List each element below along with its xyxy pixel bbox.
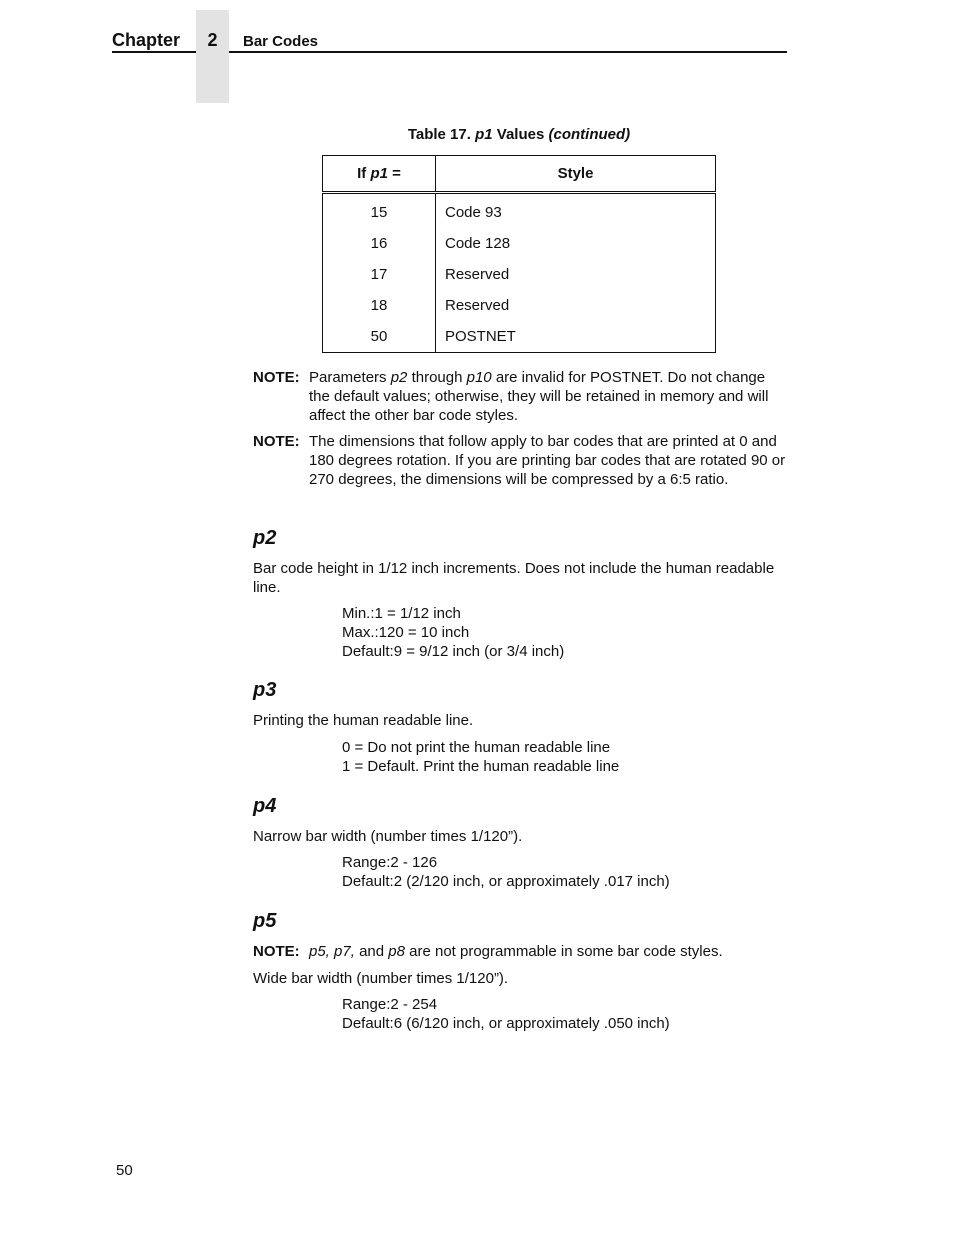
header-if-text: If — [357, 165, 367, 182]
chapter-number: 2 — [207, 30, 218, 50]
p5-range: Range:2 - 254 — [342, 996, 438, 1013]
table-caption — [322, 126, 716, 143]
p2-values — [342, 604, 564, 661]
p2-max: Max.:120 = 10 inch — [342, 624, 470, 641]
note-p5 — [253, 942, 788, 961]
header-rule-right — [229, 51, 787, 53]
table-row — [323, 321, 716, 353]
note-label: NOTE: — [253, 943, 300, 960]
page-number: 50 — [116, 1162, 133, 1179]
p3-description: Printing the human readable line. — [253, 712, 474, 729]
row-style: Reserved — [445, 297, 510, 314]
caption-mid: Values — [496, 126, 545, 143]
row-value: 15 — [323, 193, 436, 229]
p5-default: Default:6 (6/120 inch, or approximately .050 inch) — [342, 1015, 670, 1032]
p3-option-0: 0 = Do not print the human readable line — [342, 739, 611, 756]
table-row — [323, 193, 716, 229]
table-header-row — [323, 156, 716, 193]
row-value: 17 — [323, 259, 436, 290]
heading-p4: p4 — [253, 795, 277, 817]
p4-values — [342, 853, 670, 891]
p4-range: Range:2 - 126 — [342, 854, 438, 871]
table-row — [323, 259, 716, 290]
p4-description: Narrow bar width (number times 1/120”). — [253, 828, 523, 845]
row-value: 16 — [323, 228, 436, 259]
caption-suffix: (continued) — [548, 126, 631, 143]
p1-values-table — [322, 155, 716, 353]
table-row — [323, 290, 716, 321]
header-rule-left — [112, 51, 196, 53]
heading-p3: p3 — [253, 679, 277, 701]
p4-default: Default:2 (2/120 inch, or approximately .017 inch) — [342, 873, 670, 890]
caption-var: p1 — [475, 126, 493, 143]
note-label: NOTE: — [253, 369, 300, 386]
chapter-tab — [196, 10, 229, 103]
p3-values — [342, 738, 619, 776]
p2-description: Bar code height in 1/12 inch increments. Does not include the human readable line. — [253, 560, 775, 596]
p5-values — [342, 995, 670, 1033]
p2-default: Default:9 = 9/12 inch (or 3/4 inch) — [342, 643, 565, 660]
header-if-p1 — [323, 156, 436, 193]
header-p1-var: p1 — [370, 165, 388, 182]
row-style: Code 93 — [445, 204, 502, 221]
note-label: NOTE: — [253, 433, 300, 450]
chapter-title: Bar Codes — [243, 33, 319, 50]
note-dimensions — [253, 432, 788, 489]
header-style: Style — [557, 165, 594, 182]
row-style: Code 128 — [445, 235, 511, 252]
caption-prefix: Table 17. — [407, 126, 471, 143]
p5-description: Wide bar width (number times 1/120”). — [253, 970, 509, 987]
table-row — [323, 228, 716, 259]
note-text: p5, p7, and p8 are not programmable in some bar code styles. — [309, 943, 723, 960]
header-equals: = — [392, 165, 401, 182]
row-value: 50 — [323, 321, 436, 353]
note-text: Parameters p2 through p10 are invalid for POSTNET. Do not change the default values; otherwise, they will be retained in memory and will affect the other bar code styles. — [309, 369, 769, 424]
heading-p2: p2 — [253, 527, 277, 549]
note-postnet — [253, 368, 788, 425]
chapter-label: Chapter — [112, 30, 181, 50]
row-style: POSTNET — [445, 328, 516, 345]
row-value: 18 — [323, 290, 436, 321]
row-style: Reserved — [445, 266, 510, 283]
p3-option-1: 1 = Default. Print the human readable line — [342, 758, 620, 775]
p2-min: Min.:1 = 1/12 inch — [342, 605, 461, 622]
heading-p5: p5 — [253, 910, 277, 932]
note-text: The dimensions that follow apply to bar codes that are printed at 0 and 180 degrees rotation. If you are printing bar codes that are rotated 90 or 270 degrees, the dimensions will be compressed by a 6:5 ratio. — [309, 433, 786, 488]
